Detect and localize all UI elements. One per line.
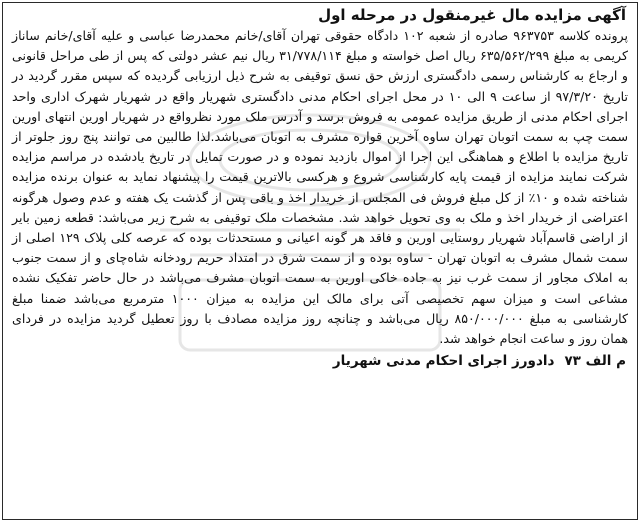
notice-signature: دادورز اجرای احکام مدنی شهریار [332,353,555,370]
notice-title: آگهی مزایده مال غیرمنقول در مرحله اول [318,6,626,24]
notice-ref-code: م الف ۷۳ [564,353,626,370]
notice-footer [10,351,626,371]
auction-notice [10,4,630,518]
notice-body: پرونده کلاسه ۹۶۳۷۵۳ صادره از شعبه ۱۰۲ دادگاه حقوقی تهران آقای/خانم محمدرضا عباسی و علیه آقای/خانم ساناز کریمی به مبلغ ۶۳۵/۵۶۲/۲۹۹ ریال اصل خواسته و مبلغ ۳۱/۷۷۸/۱۱۴ ریال نیم عشر دولتی که پس از طی مراحل قانونی و ارجاع به کارشناس رسمی دادگستری ارزش حق نسق توقیفی به شرح ذیل ارزیابی گردیده که سپس مقرر گردید در تاریخ ۹۷/۳/۲۰ از ساعت ۹ الی ۱۰ در محل اجرای احکام مدنی دادگستری شهریار واقع در شهریار شهرک اداری واحد اجرای احکام مدنی از طریق مزایده عمومی به فروش برسد و آدرس ملک مورد نظرواقع در شهریار اورین انتهای اورین سمت چپ به سمت اتوبان تهران ساوه آخرین قواره مشرف به اتوبان می‌باشد.لذا طالبین می توانند پنج روز جلوتر از تاریخ مزایده با اطلاع و هماهنگی این اجرا از اموال بازدید نموده و در صورت تمایل در تاریخ یادشده در مراسم مزایده شرکت نمایند مزایده از قیمت پایه کارشناسی شروع و هرکسی بالاترین قیمت را پیشنهاد نماید به عنوان برنده مزایده شناخته شده و ۱۰٪ از کل مبلغ فروش فی المجلس از خریدار اخذ و باقی پس از گذشت یک هفته و عدم وصول هرگونه اعتراضی از خریدار اخذ و ملک به وی تحویل خواهد شد. مشخصات ملک توقیفی به شرح زیر می‌باشد: قطعه زمین بایر از اراضی قاسم‌آباد شهریار روستایی اورین و فاقد هر گونه اعیانی و مستحدثات بوده که عرصه کلی پلاک ۱۲۹ اصلی از سمت شمال مشرف به اتوبان تهران - ساوه بوده و از سمت شرق در امتداد حریم رودخانه شاه‌چای و از سمت جنوب به املاک مجاور از سمت غرب نیز به جاده خاکی اورین به سمت اتوبان مشرف می‌باشد در حال حاضر تفکیک نشده مشاعی است و میزان سهم تخصیصی آتی برای مالک این مزایده به میزان ۱۰۰۰ مترمربع می‌باشد ضمنا مبلغ کارشناسی به مبلغ ۸۵۰/۰۰۰/۰۰۰ ریال می‌باشد و چنانچه روز مزایده مصادف با روز تعطیل گردید مزایده در فردای همان روز و ساعت انجام خواهد شد. [12,28,629,347]
